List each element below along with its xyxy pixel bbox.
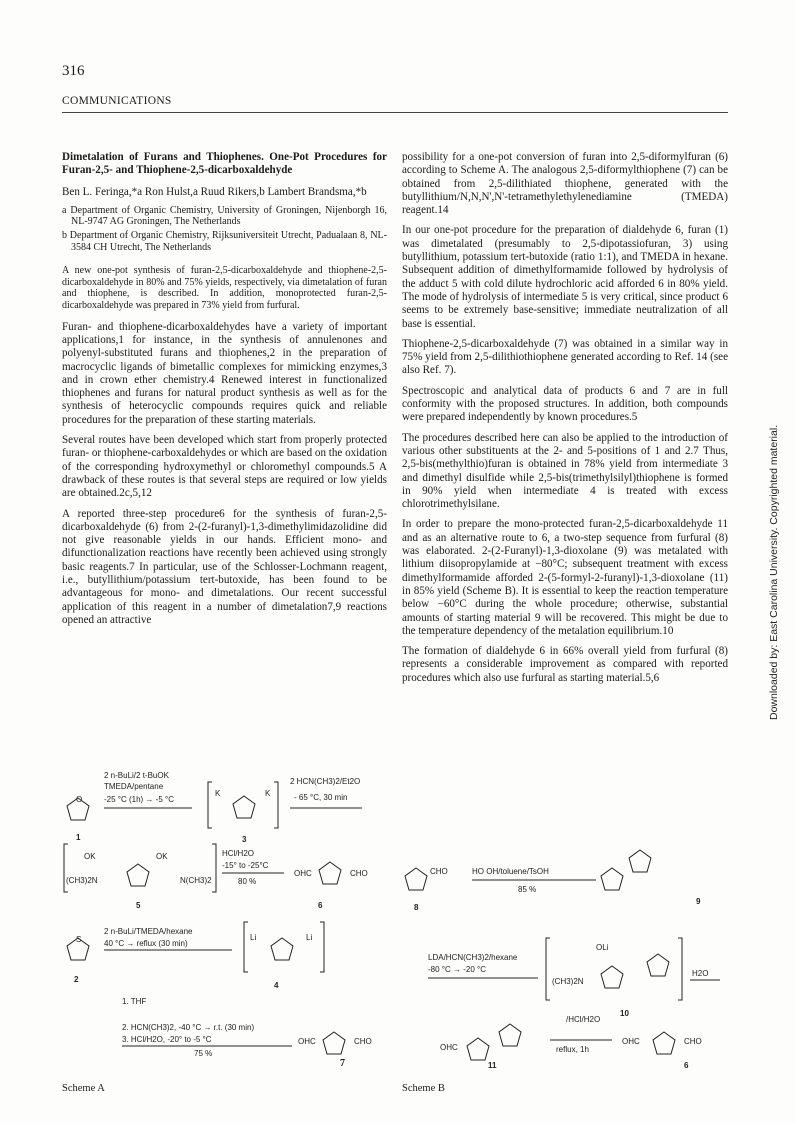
paragraph: In order to prepare the mono-protected furan-2,5-dicarboxaldehyde 11 and as an alternative route to 6, a two-step sequence from furfural (8) was elaborated. 2-(2-Furanyl)-1,3-dioxolane (9) was metalated with lithium diisopropylamide at −80°C; subsequent treatment with excess dimethylformamide afforded 2-(5-formyl-2-furanyl)-1,3-dioxolane (11) in 85% yield (Scheme B). It is essential to keep the reaction temperature below −60°C during the whole procedure; otherwise, substantial amounts of starting material 9 will be recovered. This might be due to the temperature dependency of the metalation equilibrium.10	[402, 518, 728, 637]
reagent-text: 2 n-BuLi/TMEDA/hexane	[104, 927, 193, 936]
compound-number: 9	[696, 897, 701, 906]
paragraph: Several routes have been developed which start from properly protected furan- or thiophene-carboxaldehydes or which are based on the oxidation of the corresponding hydroxymethyl or chloromethyl compounds.5 A drawback of these routes is that several steps are required or low yields are obtained.2c,5,12	[62, 434, 387, 500]
paragraph: A reported three-step procedure6 for the synthesis of furan-2,5-dicarboxaldehyde (6) from 2-(2-furanyl)-1,3-dimethylimidazolidine did not give reasonable yields in our hands. Efficient mono- and difunctionalization reactions have recently been achieved using strongly basic reagents.7 In particular, use of the Schlosser-Lochmann reagent, i.e., butyllithium/potassium tert-butoxide, has been found to be advantageous for mono- and dimetalations. Our recent successful application of this reagent in a number of dimetalation7,9 reactions opened an attractive	[62, 507, 387, 626]
paragraph: Thiophene-2,5-dicarboxaldehyde (7) was obtained in a similar way in 75% yield from 2,5-dilithiothiophene generated according to Ref. 14 (see also Ref. 7).	[402, 337, 728, 377]
bracket	[244, 922, 324, 972]
reagent-text: 1. THF	[122, 997, 147, 1006]
condition-text: -80 °C → -20 °C	[428, 965, 486, 974]
reagent-text: H2O	[692, 969, 709, 978]
reagent-text: 2 HCN(CH3)2/Et2O	[290, 777, 361, 786]
substituent-label: N(CH3)2	[180, 876, 212, 885]
furan-ring	[233, 796, 255, 818]
paragraph: The procedures described here can also be applied to the introduction of various other substituents at the 2- and 5-positions of 1 and 2.7 Thus, 2,5-bis(methylthio)furan is obtained in 78% yield from intermediate 3 and dimethyl disulfide while 2,5-bis(trimethylsilyl)thiophene is formed in 90% yield when intermediate 4 is treated with excess chlorotrimethylsilane.	[402, 431, 728, 511]
compound-number: 11	[488, 1061, 497, 1070]
furan-ring	[601, 868, 623, 890]
scheme-a-figure	[62, 772, 397, 1067]
abstract: A new one-pot synthesis of furan-2,5-dicarboxaldehyde and thiophene-2,5-dicarboxaldehyde in 80% and 75% yields, respectively, via dimetalation of furan and thiophene, is described. In addition, monoprotected furan-2,5-dicarboxaldehyde was prepared in 73% yield from furfural.	[62, 265, 387, 312]
condition-text: -25 °C (1h) → -5 °C	[104, 795, 174, 804]
reagent-text: HO OH/toluene/TsOH	[472, 867, 549, 876]
compound-number: 10	[620, 1009, 629, 1018]
group-label: OHC	[622, 1037, 640, 1046]
dioxolane-ring	[499, 1024, 521, 1046]
left-column	[62, 151, 387, 634]
dioxolane-ring	[629, 850, 651, 872]
substituent-label: (CH3)2N	[66, 876, 98, 885]
atom-label: Li	[250, 933, 257, 942]
paragraph: The formation of dialdehyde 6 in 66% overall yield from furfural (8) represents a considerable improvement as compared with reported procedures which also use furfural as starting material.5,6	[402, 645, 728, 684]
furan-ring	[601, 966, 623, 988]
atom-label: Li	[306, 933, 313, 942]
scheme-a-label: Scheme A	[62, 1083, 105, 1094]
reagent-text: 2 n-BuLi/2 t-BuOK	[104, 772, 169, 780]
compound-number: 5	[136, 901, 141, 910]
compound-number: 4	[274, 981, 279, 990]
condition-text: reflux, 1h	[556, 1045, 589, 1054]
condition-text: -15° to -25°C	[222, 861, 269, 870]
article-title: Dimetalation of Furans and Thiophenes. One-Pot Procedures for Furan-2,5- and Thiophene-2,5-dicarboxaldehyde	[62, 151, 387, 177]
compound-number: 2	[74, 975, 79, 984]
furan-ring	[319, 862, 341, 884]
group-label: OHC	[294, 869, 312, 878]
substituent-label: OK	[84, 852, 96, 861]
compound-number: 3	[242, 835, 247, 844]
group-label: CHO	[684, 1037, 702, 1046]
substituent-label: OK	[156, 852, 168, 861]
compound-number: 6	[684, 1061, 689, 1070]
atom-label: K	[265, 789, 271, 798]
atom-label: K	[215, 789, 221, 798]
scheme-b-figure	[400, 840, 730, 1070]
group-label: CHO	[354, 1037, 372, 1046]
group-label: OHC	[298, 1037, 316, 1046]
header-rule	[62, 112, 728, 113]
reagent-text: 2. HCN(CH3)2, -40 °C → r.t. (30 min)	[122, 1023, 255, 1032]
substituent-label: OLi	[596, 943, 609, 952]
yield-text: 85 %	[518, 885, 537, 894]
group-label: CHO	[350, 869, 368, 878]
paragraph: Spectroscopic and analytical data of products 6 and 7 are in full conformity with the proposed structures. In addition, both compounds were prepared independently by known procedures.5	[402, 384, 728, 424]
thiophene-ring	[271, 938, 293, 960]
thiophene-ring	[323, 1032, 345, 1054]
condition-text: - 65 °C, 30 min	[294, 793, 348, 802]
reagent-text: HCl/H2O	[222, 849, 255, 858]
group-label: OHC	[440, 1043, 458, 1052]
paragraph: Furan- and thiophene-dicarboxaldehydes have a variety of important applications,1 for instance, in the synthesis of annulenones and polyenyl-substituted furans and thiophenes,2 in the preparation of macrocyclic ligands of bimetallic complexes for mimicking enzymes,3 and in crown ether chemistry.4 Renewed interest in functionalized thiophenes and furans for natural product synthesis as well as for the synthesis of heterocyclic compounds requires quick and reliable procedures for the preparation of these starting materials.	[62, 320, 387, 426]
furan-ring	[653, 1032, 675, 1054]
reagent-text: LDA/HCN(CH3)2/hexane	[428, 953, 518, 962]
author-list: Ben L. Feringa,*a Ron Hulst,a Ruud Rikers,b Lambert Brandsma,*b	[62, 185, 367, 198]
compound-number: 6	[318, 901, 323, 910]
page-number: 316	[62, 63, 85, 79]
reagent-text: TMEDA/pentane	[104, 782, 164, 791]
condition-text: 40 °C → reflux (30 min)	[104, 939, 188, 948]
paragraph: In our one-pot procedure for the preparation of dialdehyde 6, furan (1) was dimetalated (presumably to 2,5-dipotassiofuran, 3) using butyllithium, potassium tert-butoxide (ratio 1:1), and TMEDA in hexane. Subsequent addition of dimethylformamide followed by hydrolysis of the adduct 5 with cold dilute hydrochloric acid afforded 6 in 80% yield. The mode of hydrolysis of intermediate 5 is very critical, since product 6 seems to be extremely base-sensitive; immediate neutralization of all base is essential.	[402, 224, 728, 330]
compound-number: 7	[340, 1058, 345, 1069]
furan-ring	[127, 864, 149, 886]
right-column	[402, 151, 728, 692]
affiliation-b: b Department of Organic Chemistry, Rijksuniversiteit Utrecht, Padualaan 8, NL-3584 CH Utrecht, The Netherlands	[62, 230, 387, 253]
ring-atom-label: S	[76, 935, 82, 944]
group-label: CHO	[430, 867, 448, 876]
yield-text: 80 %	[238, 877, 257, 886]
compound-number: 1	[76, 833, 81, 842]
furan-ring	[467, 1038, 489, 1060]
paragraph: possibility for a one-pot conversion of furan into 2,5-diformylfuran (6) according to Scheme A. The analogous 2,5-diformylthiophene (7) can be obtained from 2,5-dilithiated thiophene, generated with the butyllithium/N,N,N',N'-tetramethylethylenediamine (TMEDA) reagent.14	[402, 151, 728, 217]
section-heading: COMMUNICATIONS	[62, 95, 172, 107]
dioxolane-ring	[647, 954, 669, 976]
reagent-text: 3. HCl/H2O, -20° to -5 °C	[122, 1035, 212, 1044]
compound-number: 8	[414, 903, 419, 912]
ring-atom-label: O	[76, 795, 83, 804]
affiliation-a: a Department of Organic Chemistry, University of Groningen, Nijenborgh 16, NL-9747 AG Groningen, The Netherlands	[62, 204, 387, 228]
bracket	[546, 938, 682, 1000]
substituent-label: (CH3)2N	[552, 977, 584, 986]
download-watermark: Downloaded by: East Carolina University. Copyrighted material.	[768, 424, 780, 720]
furan-ring	[405, 868, 427, 890]
reagent-text: /HCl/H2O	[566, 1015, 601, 1024]
yield-text: 75 %	[194, 1049, 213, 1058]
scheme-b-label: Scheme B	[402, 1083, 445, 1094]
